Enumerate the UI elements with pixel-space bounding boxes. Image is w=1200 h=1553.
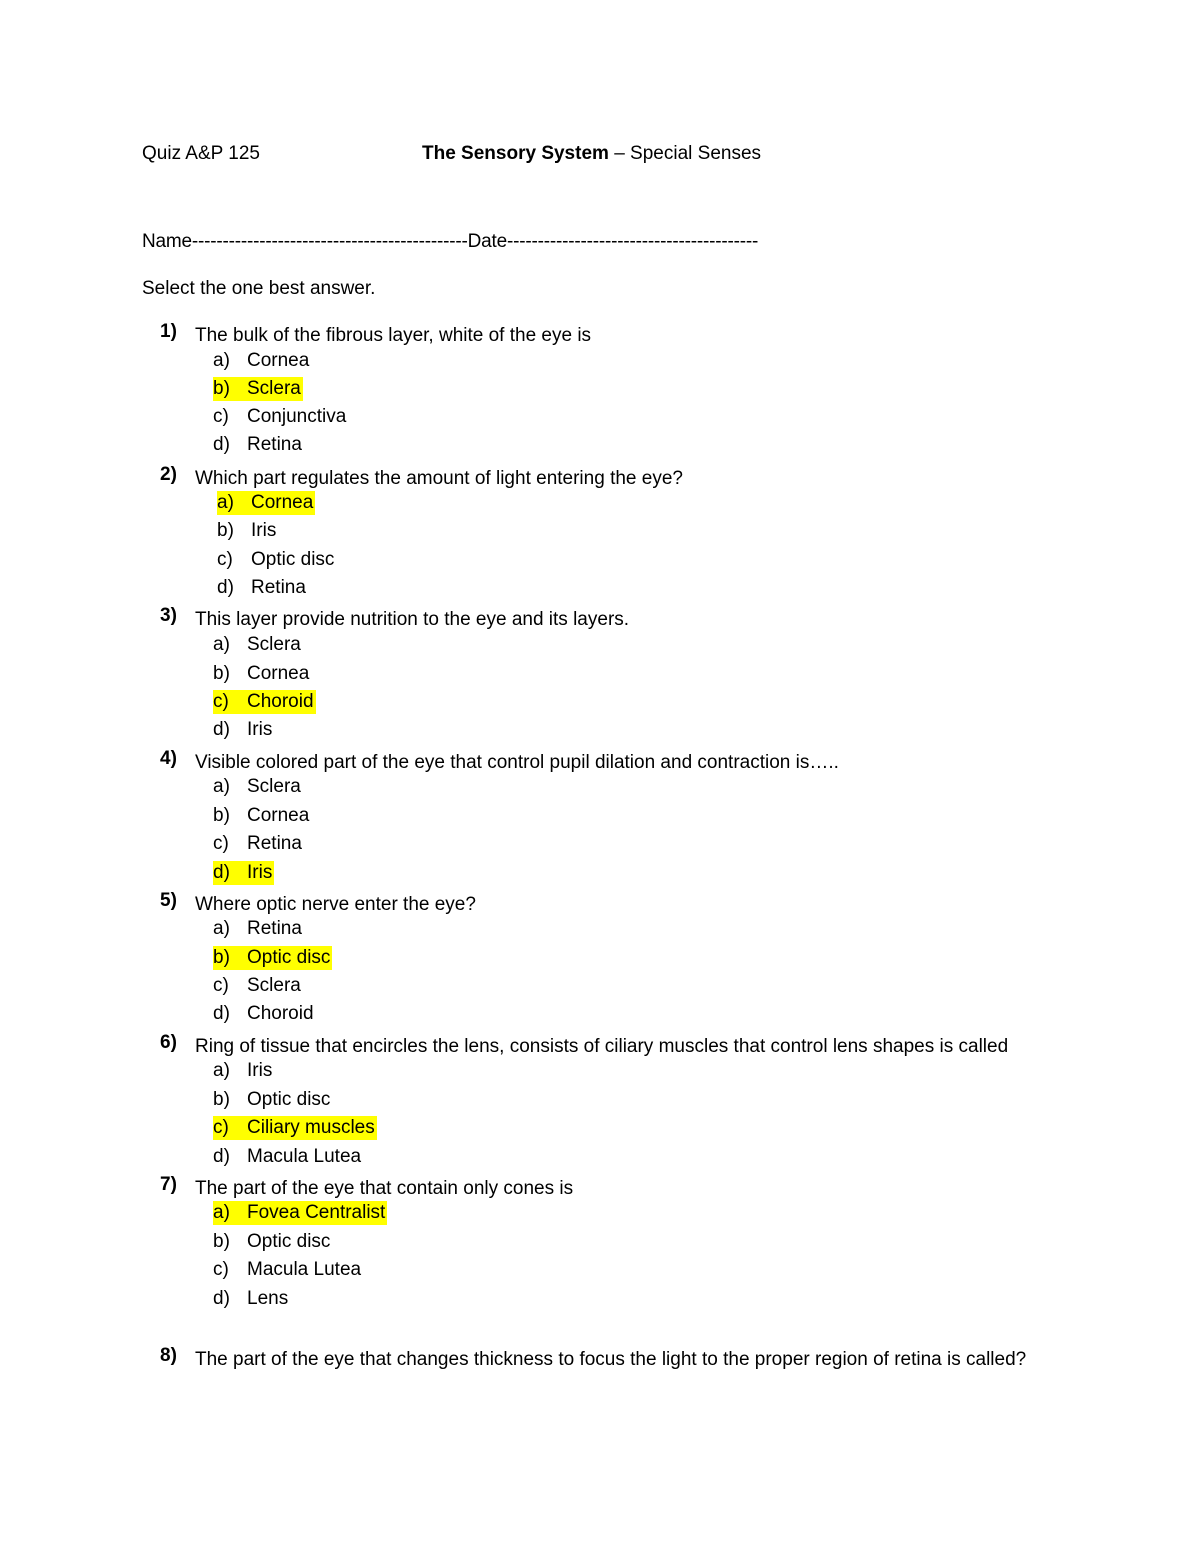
option-text: Macula Lutea: [247, 1259, 362, 1280]
option-label: a): [213, 1202, 230, 1223]
option-1c: [213, 406, 348, 432]
question-number: 5): [160, 890, 177, 911]
option-text: Lens: [247, 1288, 289, 1309]
option-label: d): [213, 434, 230, 455]
option-4a: [213, 776, 303, 802]
option-6c: [213, 1117, 377, 1143]
option-1d: [213, 434, 304, 460]
option-3d: [213, 719, 274, 745]
option-text: Retina: [247, 434, 302, 455]
option-label: d): [213, 1003, 230, 1024]
option-1b: [213, 378, 303, 404]
option-label: d): [213, 719, 230, 740]
option-label: a): [217, 492, 234, 513]
option-text: Optic disc: [247, 947, 331, 968]
option-3b: [213, 663, 311, 689]
option-label: b): [217, 520, 234, 541]
option-6d: [213, 1146, 363, 1172]
option-label: b): [213, 1089, 230, 1110]
name-label: Name: [142, 231, 192, 252]
option-4d: [213, 862, 274, 888]
course-code: Quiz A&P 125: [142, 143, 260, 164]
option-label: c): [213, 406, 229, 427]
option-3a: [213, 634, 303, 660]
option-label: d): [217, 577, 234, 598]
question-text: Where optic nerve enter the eye?: [195, 894, 476, 915]
question-text: Which part regulates the amount of light entering the eye?: [195, 468, 683, 489]
option-text: Ciliary muscles: [247, 1117, 375, 1138]
option-label: b): [213, 663, 230, 684]
option-label: c): [213, 975, 229, 996]
option-text: Choroid: [247, 691, 314, 712]
option-7a: [213, 1202, 387, 1228]
option-label: a): [213, 1060, 230, 1081]
option-text: Retina: [247, 833, 302, 854]
question-number: 6): [160, 1032, 177, 1053]
option-5b: [213, 947, 332, 973]
option-text: Sclera: [247, 634, 301, 655]
question-text: The part of the eye that changes thickness to focus the light to the proper region of retina is called?: [195, 1349, 1027, 1370]
option-text: Macula Lutea: [247, 1146, 362, 1167]
question-text: The part of the eye that contain only cones is: [195, 1178, 574, 1199]
option-4c: [213, 833, 304, 859]
quiz-title-rest: – Special Senses: [608, 143, 762, 164]
option-4b: [213, 805, 311, 831]
option-label: d): [213, 1146, 230, 1167]
option-label: b): [213, 378, 230, 399]
name-blank-line: ---------------------------------------------: [191, 231, 468, 252]
option-label: d): [213, 862, 230, 883]
option-7c: [213, 1259, 363, 1285]
option-label: c): [217, 549, 233, 570]
option-7b: [213, 1231, 332, 1257]
question-number: 3): [160, 605, 177, 626]
quiz-title: [422, 143, 761, 165]
option-5d: [213, 1003, 316, 1029]
option-5c: [213, 975, 303, 1001]
option-text: Conjunctiva: [247, 406, 347, 427]
name-date-row: [142, 231, 758, 253]
option-text: Cornea: [247, 663, 310, 684]
option-label: c): [213, 833, 229, 854]
option-1a: [213, 350, 311, 376]
option-label: d): [213, 1288, 230, 1309]
option-text: Optic disc: [247, 1231, 331, 1252]
question-number: 7): [160, 1174, 177, 1195]
option-3c: [213, 691, 316, 717]
question-number: 2): [160, 464, 177, 485]
option-2b: [217, 520, 278, 546]
option-text: Iris: [247, 862, 273, 883]
option-text: Iris: [251, 520, 277, 541]
option-label: a): [213, 776, 230, 797]
option-text: Sclera: [247, 378, 301, 399]
option-text: Optic disc: [247, 1089, 331, 1110]
option-6a: [213, 1060, 274, 1086]
option-label: a): [213, 634, 230, 655]
option-text: Fovea Centralist: [247, 1202, 386, 1223]
quiz-title-bold: The Sensory System: [422, 143, 609, 164]
option-text: Retina: [251, 577, 306, 598]
instruction: Select the one best answer.: [142, 278, 376, 299]
option-text: Retina: [247, 918, 302, 939]
question-number: 8): [160, 1345, 177, 1366]
option-label: b): [213, 1231, 230, 1252]
option-6b: [213, 1089, 332, 1115]
question-text: This layer provide nutrition to the eye and its layers.: [195, 609, 630, 630]
option-label: a): [213, 350, 230, 371]
option-label: b): [213, 947, 230, 968]
question-text: Ring of tissue that encircles the lens, consists of ciliary muscles that control lens shapes is called: [195, 1036, 1009, 1057]
date-blank-line: -----------------------------------------: [506, 231, 759, 252]
header: [142, 143, 1042, 169]
option-2c: [217, 549, 336, 575]
question-text: The bulk of the fibrous layer, white of the eye is: [195, 325, 592, 346]
option-label: c): [213, 691, 229, 712]
option-label: c): [213, 1259, 229, 1280]
question-number: 1): [160, 321, 177, 342]
option-5a: [213, 918, 304, 944]
option-text: Sclera: [247, 975, 301, 996]
option-text: Iris: [247, 1060, 273, 1081]
option-2a: [217, 492, 315, 518]
option-text: Sclera: [247, 776, 301, 797]
option-2d: [217, 577, 308, 603]
option-label: c): [213, 1117, 229, 1138]
option-text: Optic disc: [251, 549, 335, 570]
option-label: a): [213, 918, 230, 939]
option-text: Iris: [247, 719, 273, 740]
option-text: Cornea: [247, 350, 310, 371]
option-text: Cornea: [247, 805, 310, 826]
option-label: b): [213, 805, 230, 826]
question-number: 4): [160, 748, 177, 769]
date-label: Date: [467, 231, 507, 252]
option-text: Cornea: [251, 492, 314, 513]
option-7d: [213, 1288, 290, 1314]
option-text: Choroid: [247, 1003, 314, 1024]
question-text: Visible colored part of the eye that control pupil dilation and contraction is…..: [195, 752, 839, 773]
